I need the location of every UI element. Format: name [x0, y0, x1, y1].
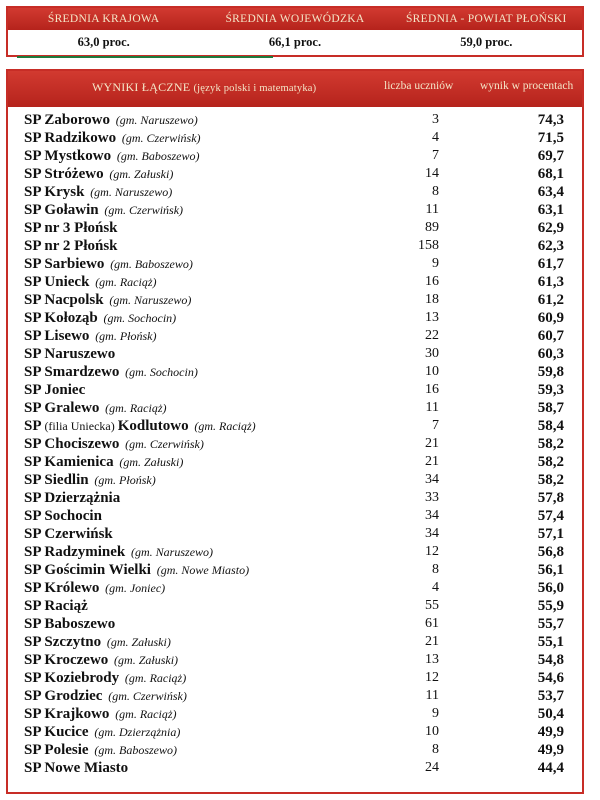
- result-percent: 58,7: [537, 400, 564, 416]
- pupil-count: 11: [425, 400, 439, 415]
- school-name: [24, 273, 157, 291]
- school-name: [24, 183, 172, 201]
- school-name: [24, 201, 183, 219]
- school-name-text: SP Kamienica: [24, 454, 114, 470]
- table-row: [8, 345, 582, 363]
- results-rows: [8, 111, 582, 777]
- school-name: [24, 129, 201, 147]
- pupil-count: 21: [425, 454, 439, 469]
- table-row: [8, 111, 582, 129]
- pupil-count: 21: [425, 634, 439, 649]
- avg-header-county: ŚREDNIA - POWIAT PŁOŃSKI: [405, 13, 567, 25]
- pupil-count: 11: [425, 202, 439, 217]
- school-name: [24, 237, 118, 255]
- school-name: [24, 111, 198, 129]
- municipality-note: (gm. Raciąż): [194, 419, 256, 433]
- result-percent: 55,7: [537, 616, 564, 632]
- pupil-count: 10: [425, 724, 439, 739]
- school-name: [24, 363, 198, 381]
- result-percent: 68,1: [537, 166, 564, 182]
- result-percent: 61,2: [537, 292, 564, 308]
- result-percent: 60,7: [537, 328, 564, 344]
- school-name: [24, 723, 180, 741]
- school-name-text: SP Zaborowo: [24, 112, 110, 128]
- school-name: [24, 525, 113, 543]
- result-percent: 49,9: [537, 724, 564, 740]
- school-name-text: SP Koziebrody: [24, 670, 120, 686]
- school-name-text: SP Sochocin: [24, 508, 102, 524]
- school-name: [24, 597, 88, 615]
- result-percent: 56,1: [537, 562, 564, 578]
- result-percent: 57,4: [537, 508, 564, 524]
- results-table: [6, 69, 584, 794]
- averages-header: [8, 8, 582, 30]
- pupil-count: 24: [425, 760, 439, 775]
- school-name: [24, 741, 177, 759]
- pupil-count: 55: [425, 598, 439, 613]
- municipality-note: (gm. Załuski): [114, 653, 179, 667]
- result-percent: 58,4: [537, 418, 564, 434]
- pupil-count: 8: [432, 562, 439, 577]
- table-row: [8, 327, 582, 345]
- school-name: [24, 507, 102, 525]
- school-name-text: SP Nowe Miasto: [24, 760, 129, 776]
- result-percent: 57,8: [537, 490, 564, 506]
- result-percent: 56,8: [537, 544, 564, 560]
- result-percent: 71,5: [537, 130, 564, 146]
- school-name: [24, 705, 177, 723]
- school-name-text: SP Radzikowo: [24, 130, 117, 146]
- table-row: [8, 507, 582, 525]
- school-name: [24, 327, 157, 345]
- school-name-text: SP Gościmin Wielki: [24, 562, 151, 578]
- school-name: [24, 453, 183, 471]
- pupil-count: 9: [432, 706, 439, 721]
- school-name: [24, 633, 171, 651]
- school-name-text: SP Grodziec: [24, 688, 103, 704]
- school-name: [24, 309, 176, 327]
- averages-values: [8, 30, 582, 55]
- highlight-underline: [17, 56, 273, 58]
- school-name-text: SP Baboszewo: [24, 616, 116, 632]
- pupil-count: 34: [425, 508, 439, 523]
- pupil-count: 12: [425, 670, 439, 685]
- school-name: [24, 417, 256, 435]
- table-row: [8, 741, 582, 759]
- result-percent: 61,7: [537, 256, 564, 272]
- school-name-text: SP Mystkowo: [24, 148, 112, 164]
- table-row: [8, 687, 582, 705]
- result-percent: 55,9: [537, 598, 564, 614]
- school-name-text: SP nr 3 Płońsk: [24, 220, 118, 236]
- pupil-count: 13: [425, 310, 439, 325]
- column-header-result: wynik w procentach: [480, 80, 574, 92]
- table-row: [8, 417, 582, 435]
- table-row: [8, 543, 582, 561]
- municipality-note: (gm. Czerwińsk): [108, 689, 187, 703]
- table-row: [8, 597, 582, 615]
- table-row: [8, 579, 582, 597]
- municipality-note: (gm. Sochocin): [125, 365, 198, 379]
- municipality-note: (gm. Dzierzążnia): [94, 725, 181, 739]
- school-name-text: SP Królewo: [24, 580, 100, 596]
- municipality-note: (gm. Naruszewo): [115, 113, 198, 127]
- school-name: [24, 435, 204, 453]
- school-name-text: SP Sarbiewo: [24, 256, 105, 272]
- pupil-count: 14: [425, 166, 439, 181]
- school-name: [24, 147, 200, 165]
- pupil-count: 34: [425, 472, 439, 487]
- municipality-note: (gm. Nowe Miasto): [156, 563, 250, 577]
- result-percent: 44,4: [537, 760, 564, 776]
- pupil-count: 16: [425, 274, 439, 289]
- table-row: [8, 453, 582, 471]
- school-name-text: SP Joniec: [24, 382, 86, 398]
- table-row: [8, 381, 582, 399]
- pupil-count: 22: [425, 328, 439, 343]
- result-percent: 60,9: [537, 310, 564, 326]
- table-row: [8, 759, 582, 777]
- avg-value-county: 59,0 proc.: [460, 35, 513, 49]
- result-percent: 55,1: [537, 634, 564, 650]
- municipality-note: (gm. Załuski): [109, 167, 174, 181]
- school-name: [24, 579, 165, 597]
- municipality-note: (gm. Raciąż): [124, 671, 187, 685]
- school-name: [24, 615, 115, 633]
- pupil-count: 21: [425, 436, 439, 451]
- avg-header-voivodeship: ŚREDNIA WOJEWÓDZKA: [225, 13, 365, 25]
- school-name-text: SP Gralewo: [24, 400, 100, 416]
- result-percent: 57,1: [537, 526, 564, 542]
- table-row: [8, 309, 582, 327]
- pupil-count: 8: [432, 184, 439, 199]
- table-row: [8, 129, 582, 147]
- school-name: [24, 345, 115, 363]
- school-name-text: SP Szczytno: [24, 634, 102, 650]
- school-name-text: SP Raciąż: [24, 598, 88, 614]
- results-header: [8, 71, 582, 107]
- table-row: [8, 183, 582, 201]
- school-name-text: SP Nacpolsk: [24, 292, 104, 308]
- pupil-count: 18: [425, 292, 439, 307]
- school-name: [24, 219, 118, 237]
- school-name-text: SP Lisewo: [24, 328, 90, 344]
- result-percent: 62,3: [537, 238, 564, 254]
- table-row: [8, 633, 582, 651]
- pupil-count: 16: [425, 382, 439, 397]
- school-name-text: SP Kołoząb: [24, 310, 98, 326]
- pupil-count: 9: [432, 256, 439, 271]
- school-name: [24, 687, 187, 705]
- school-name-text: SP Chociszewo: [24, 436, 120, 452]
- results-title-text: WYNIKI ŁĄCZNE: [92, 80, 191, 94]
- result-percent: 63,1: [537, 202, 564, 218]
- school-name: [24, 399, 167, 417]
- pupil-count: 10: [425, 364, 439, 379]
- table-row: [8, 219, 582, 237]
- result-percent: 60,3: [537, 346, 564, 362]
- school-name-text: SP Stróżewo: [24, 166, 104, 182]
- table-row: [8, 669, 582, 687]
- result-percent: 53,7: [537, 688, 564, 704]
- pupil-count: 4: [432, 130, 439, 145]
- result-percent: 61,3: [537, 274, 564, 290]
- table-row: [8, 165, 582, 183]
- result-percent: 58,2: [537, 472, 564, 488]
- avg-header-national: ŚREDNIA KRAJOWA: [47, 13, 160, 25]
- result-percent: 58,2: [537, 436, 564, 452]
- pupil-count: 4: [432, 580, 439, 595]
- pupil-count: 61: [425, 616, 439, 631]
- table-row: [8, 273, 582, 291]
- school-name: [24, 489, 120, 507]
- pupil-count: 11: [425, 688, 439, 703]
- table-row: [8, 615, 582, 633]
- table-row: [8, 561, 582, 579]
- result-percent: 59,8: [537, 364, 564, 380]
- table-row: [8, 255, 582, 273]
- municipality-note: (gm. Płońsk): [95, 329, 157, 343]
- result-percent: 50,4: [537, 706, 564, 722]
- pupil-count: 89: [425, 220, 439, 235]
- results-title-note: (język polski i matematyka): [193, 83, 317, 94]
- pupil-count: 13: [425, 652, 439, 667]
- school-name: [24, 759, 128, 777]
- result-percent: 49,9: [537, 742, 564, 758]
- result-percent: 62,9: [537, 220, 564, 236]
- school-name-text: SP Siedlin: [24, 472, 89, 488]
- school-name-text: SP Unieck: [24, 274, 90, 290]
- municipality-note: (gm. Raciąż): [95, 275, 157, 289]
- table-row: [8, 525, 582, 543]
- school-name-suffix: Kodlutowo: [117, 418, 189, 434]
- table-row: [8, 723, 582, 741]
- pupil-count: 34: [425, 526, 439, 541]
- municipality-note: (gm. Czerwińsk): [125, 437, 204, 451]
- school-name-text: SP nr 2 Płońsk: [24, 238, 118, 254]
- pupil-count: 33: [425, 490, 439, 505]
- avg-value-voivodeship: 66,1 proc.: [268, 35, 322, 49]
- pupil-count: 3: [432, 112, 439, 127]
- municipality-note: (gm. Naruszewo): [131, 545, 214, 559]
- school-name-text: SP Smardzewo: [24, 364, 120, 380]
- result-percent: 59,3: [537, 382, 564, 398]
- school-name: [24, 165, 173, 183]
- school-name-text: SP Goławin: [24, 202, 99, 218]
- school-name-text: SP Dzierzążnia: [24, 490, 121, 506]
- school-name: [24, 291, 191, 309]
- table-row: [8, 237, 582, 255]
- result-percent: 69,7: [537, 148, 564, 164]
- table-row: [8, 651, 582, 669]
- table-row: [8, 291, 582, 309]
- school-name-text: SP Radzyminek: [24, 544, 126, 560]
- school-name-text: SP Krajkowo: [24, 706, 110, 722]
- municipality-note: (gm. Czerwińsk): [121, 131, 201, 145]
- municipality-note: (gm. Raciąż): [115, 707, 177, 721]
- municipality-note: (gm. Naruszewo): [90, 185, 173, 199]
- pupil-count: 7: [432, 148, 439, 163]
- table-row: [8, 435, 582, 453]
- municipality-note: (gm. Raciąż): [105, 401, 167, 415]
- pupil-count: 8: [432, 742, 439, 757]
- school-name: [24, 543, 213, 561]
- avg-value-national: 63,0 proc.: [77, 35, 130, 49]
- school-name: [24, 561, 249, 579]
- school-name: [24, 471, 156, 489]
- pupil-count: 7: [432, 418, 439, 433]
- municipality-note: (gm. Baboszewo): [116, 149, 200, 163]
- school-name-text: SP Czerwińsk: [24, 526, 113, 542]
- school-name-text: SP Polesie: [24, 742, 89, 758]
- municipality-note: (gm. Płońsk): [94, 473, 156, 487]
- table-row: [8, 363, 582, 381]
- school-name-text: SP Krysk: [24, 184, 85, 200]
- municipality-note: (gm. Baboszewo): [110, 257, 193, 271]
- school-name: [24, 669, 186, 687]
- municipality-note: (gm. Sochocin): [103, 311, 177, 325]
- school-name-text: SP Kucice: [24, 724, 89, 740]
- municipality-note: (gm. Czerwińsk): [104, 203, 184, 217]
- result-percent: 54,6: [537, 670, 564, 686]
- school-prefix-note: (filia Uniecka): [44, 419, 115, 433]
- table-row: [8, 201, 582, 219]
- result-percent: 56,0: [537, 580, 564, 596]
- school-name-text: SP: [24, 418, 41, 434]
- school-name: [24, 255, 193, 273]
- table-row: [8, 399, 582, 417]
- municipality-note: (gm. Załuski): [106, 635, 171, 649]
- school-name-text: SP Naruszewo: [24, 346, 116, 362]
- table-row: [8, 705, 582, 723]
- pupil-count: 30: [425, 346, 439, 361]
- school-name: [24, 651, 178, 669]
- result-percent: 63,4: [537, 184, 564, 200]
- column-header-pupils: liczba uczniów: [384, 80, 454, 92]
- pupil-count: 12: [425, 544, 439, 559]
- municipality-note: (gm. Baboszewo): [94, 743, 177, 757]
- table-row: [8, 471, 582, 489]
- result-percent: 54,8: [537, 652, 564, 668]
- pupil-count: 158: [418, 238, 439, 253]
- result-percent: 74,3: [537, 112, 564, 128]
- municipality-note: (gm. Joniec): [105, 581, 166, 595]
- result-percent: 58,2: [537, 454, 564, 470]
- school-name: [24, 381, 85, 399]
- municipality-note: (gm. Załuski): [119, 455, 184, 469]
- table-row: [8, 489, 582, 507]
- municipality-note: (gm. Naruszewo): [109, 293, 192, 307]
- results-title: [92, 80, 316, 95]
- table-row: [8, 147, 582, 165]
- school-name-text: SP Kroczewo: [24, 652, 109, 668]
- averages-box: [6, 6, 584, 57]
